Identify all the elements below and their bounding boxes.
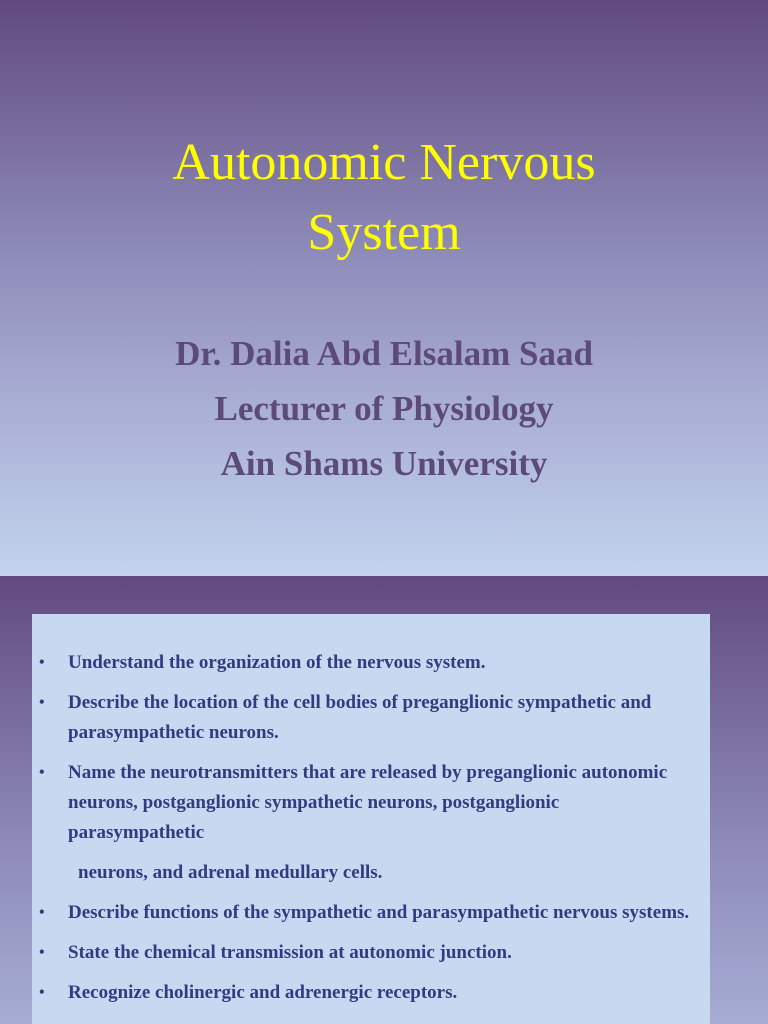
title-line: Autonomic Nervous bbox=[172, 134, 596, 191]
bullet-dot-icon: • bbox=[39, 984, 45, 1001]
bullet-dot-icon: • bbox=[39, 904, 45, 921]
list-item-text: Describe functions of the sympathetic and parasympathetic nervous systems. bbox=[68, 902, 690, 923]
list-item bbox=[32, 938, 710, 968]
bullet-dot-icon: • bbox=[39, 694, 45, 711]
list-item-text: neurons, and adrenal medullary cells. bbox=[78, 862, 383, 883]
list-item-text: State the chemical transmission at autonomic junction. bbox=[68, 942, 512, 963]
objectives-list bbox=[32, 648, 710, 1018]
author-position: Lecturer of Physiology bbox=[214, 389, 554, 428]
list-item bbox=[32, 898, 710, 928]
list-item-text: Understand the organization of the nervous system. bbox=[68, 652, 486, 673]
author-name: Dr. Dalia Abd Elsalam Saad bbox=[175, 334, 593, 373]
list-item bbox=[32, 758, 710, 848]
list-item-text: Name the neurotransmitters that are released by preganglionic autonomic neurons, postganglionic sympathetic neurons, postganglionic parasympathetic bbox=[68, 762, 668, 843]
slide-title bbox=[0, 128, 768, 268]
author-block bbox=[0, 326, 768, 491]
list-item-text: Describe the location of the cell bodies of preganglionic sympathetic and parasympathetic neurons. bbox=[68, 692, 652, 743]
list-item bbox=[32, 648, 710, 678]
bullet-dot-icon: • bbox=[39, 654, 45, 671]
title-line: System bbox=[307, 204, 461, 261]
list-item-continuation bbox=[32, 858, 710, 888]
bullet-dot-icon: • bbox=[39, 944, 45, 961]
content-box bbox=[32, 614, 710, 1024]
bullet-dot-icon: • bbox=[39, 764, 45, 781]
objectives-slide bbox=[0, 576, 768, 1024]
list-item-text: Recognize cholinergic and adrenergic receptors. bbox=[68, 982, 458, 1003]
list-item bbox=[32, 978, 710, 1008]
author-institution: Ain Shams University bbox=[220, 444, 548, 483]
list-item bbox=[32, 688, 710, 748]
